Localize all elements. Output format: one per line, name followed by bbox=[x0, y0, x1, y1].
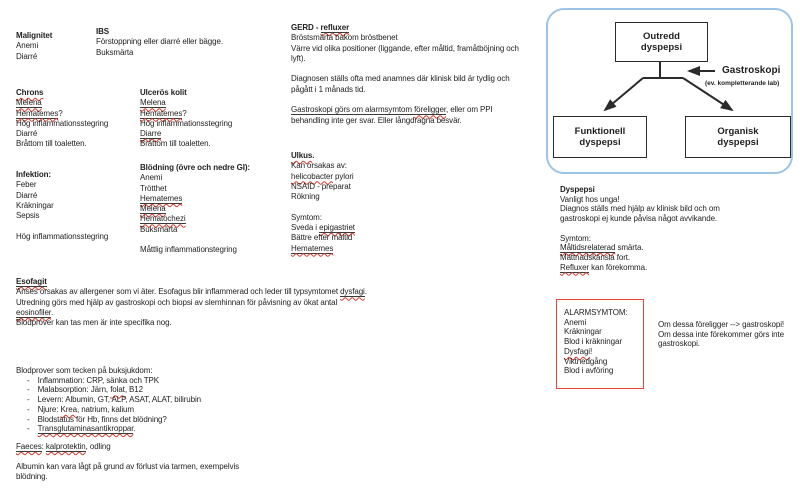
flow-box-organisk-dyspepsi: Organisk dyspepsi bbox=[685, 116, 791, 158]
section-infektion: Infektion: Feber Diarré Kräkningar Sepsis Hög inflammationsstegring bbox=[16, 170, 109, 241]
section-albumin-note: Albumin kan vara lågt på grund av förlust via tarmen, exempelvis blödning. bbox=[16, 462, 240, 482]
section-ibs: IBS Förstoppning eller diarré eller bägge. Buksmärta bbox=[96, 27, 223, 57]
flow-box-funktionell-dyspepsi: Funktionell dyspepsi bbox=[553, 116, 647, 158]
section-dyspepsi: Dyspepsi Vanligt hos unga! Diagnos ställs med hjälp av klinisk bild och om gastroskopi ej kunde påvisa något avvikande. Symtom: Måltidsrelaterad smärta. Mättnadskänsla fort. Refluxer kan förekomma. bbox=[560, 185, 720, 272]
alarm-symptoms-box bbox=[556, 299, 644, 389]
section-om-dessa: Om dessa föreligger --> gastroskopi! Om dessa inte förekommer görs inte gastroskopi. bbox=[658, 320, 785, 349]
section-ulkus: Ulkus. Kan orsakas av: helicobacter pylori NSAID - preparat Rökning Symtom: Sveda i epigastriet Bättre efter måltid Hematemes bbox=[291, 151, 355, 253]
flow-arrow-sublabel: (ev. kompletterande lab) bbox=[705, 80, 780, 87]
section-gerd: GERD - refluxer Bröstsmärta bakom bröstbenet Värre vid olika positioner (liggande, efter måltid, framåtböjning och lyft). Diagnosen ställs ofta med anamnes där klinisk bild är tydlig och pågått i 1 månads tid. Gastroskopi görs om alarmsymtom föreligger, eller om PPI behandling inte ger svar. Eller långdragna besvär. bbox=[291, 23, 519, 125]
section-faeces: Faeces: kalprotektin, odling bbox=[16, 442, 111, 451]
section-malignitet: Malignitet Anemi Diarré bbox=[16, 31, 53, 61]
section-ulceros-kolit: Ulcerös kolit Melena Hematemes? Hög inflammationsstegring Diarre Bråttom till toaletten. bbox=[140, 88, 233, 149]
section-esofagit: Esofagit Anses orsakas av allergener som vi äter. Esofagus blir inflammerad och leder till typsymtomet dysfagi. Utredning görs med hjälp av gastroskopi och biopsi av slemhinnan för påvisning av ökat antal eosinofiler. Blodprover kan tas men är inte specifika nog. bbox=[16, 277, 367, 328]
section-blodprover: Blodprover som tecken på buksjukdom: - Inflammation: CRP, sänka och TPK - Malabsorption: Järn, folat, B12 - Levern: Albumin, GT, ALP, ASAT, ALAT, bilirubin - Njure: Krea, natrium, kalium - Blodstatus för Hb, finns det blödning? - Transglutaminasantikroppar. bbox=[16, 366, 201, 434]
section-chrons: Chrons Melena Hematemes? Hög inflammationsstegring Diarré Bråttom till toaletten. bbox=[16, 88, 109, 149]
flow-box-outredd-dyspepsi: Outredd dyspepsi bbox=[615, 22, 708, 62]
section-alarmsymtom: ALARMSYMTOM: Anemi Kräkningar Blod i kräkningar Dysfagi! Viktnedgång Blod i avföring bbox=[564, 308, 628, 376]
dyspepsi-flowchart bbox=[546, 8, 793, 174]
section-blodning: Blödning (övre och nedre GI): Anemi Trötthet Hematemes Melena Hematochezi Buksmärta Måttlig inflammationstegring bbox=[140, 163, 250, 255]
flow-arrow-label: Gastroskopi bbox=[722, 65, 781, 76]
